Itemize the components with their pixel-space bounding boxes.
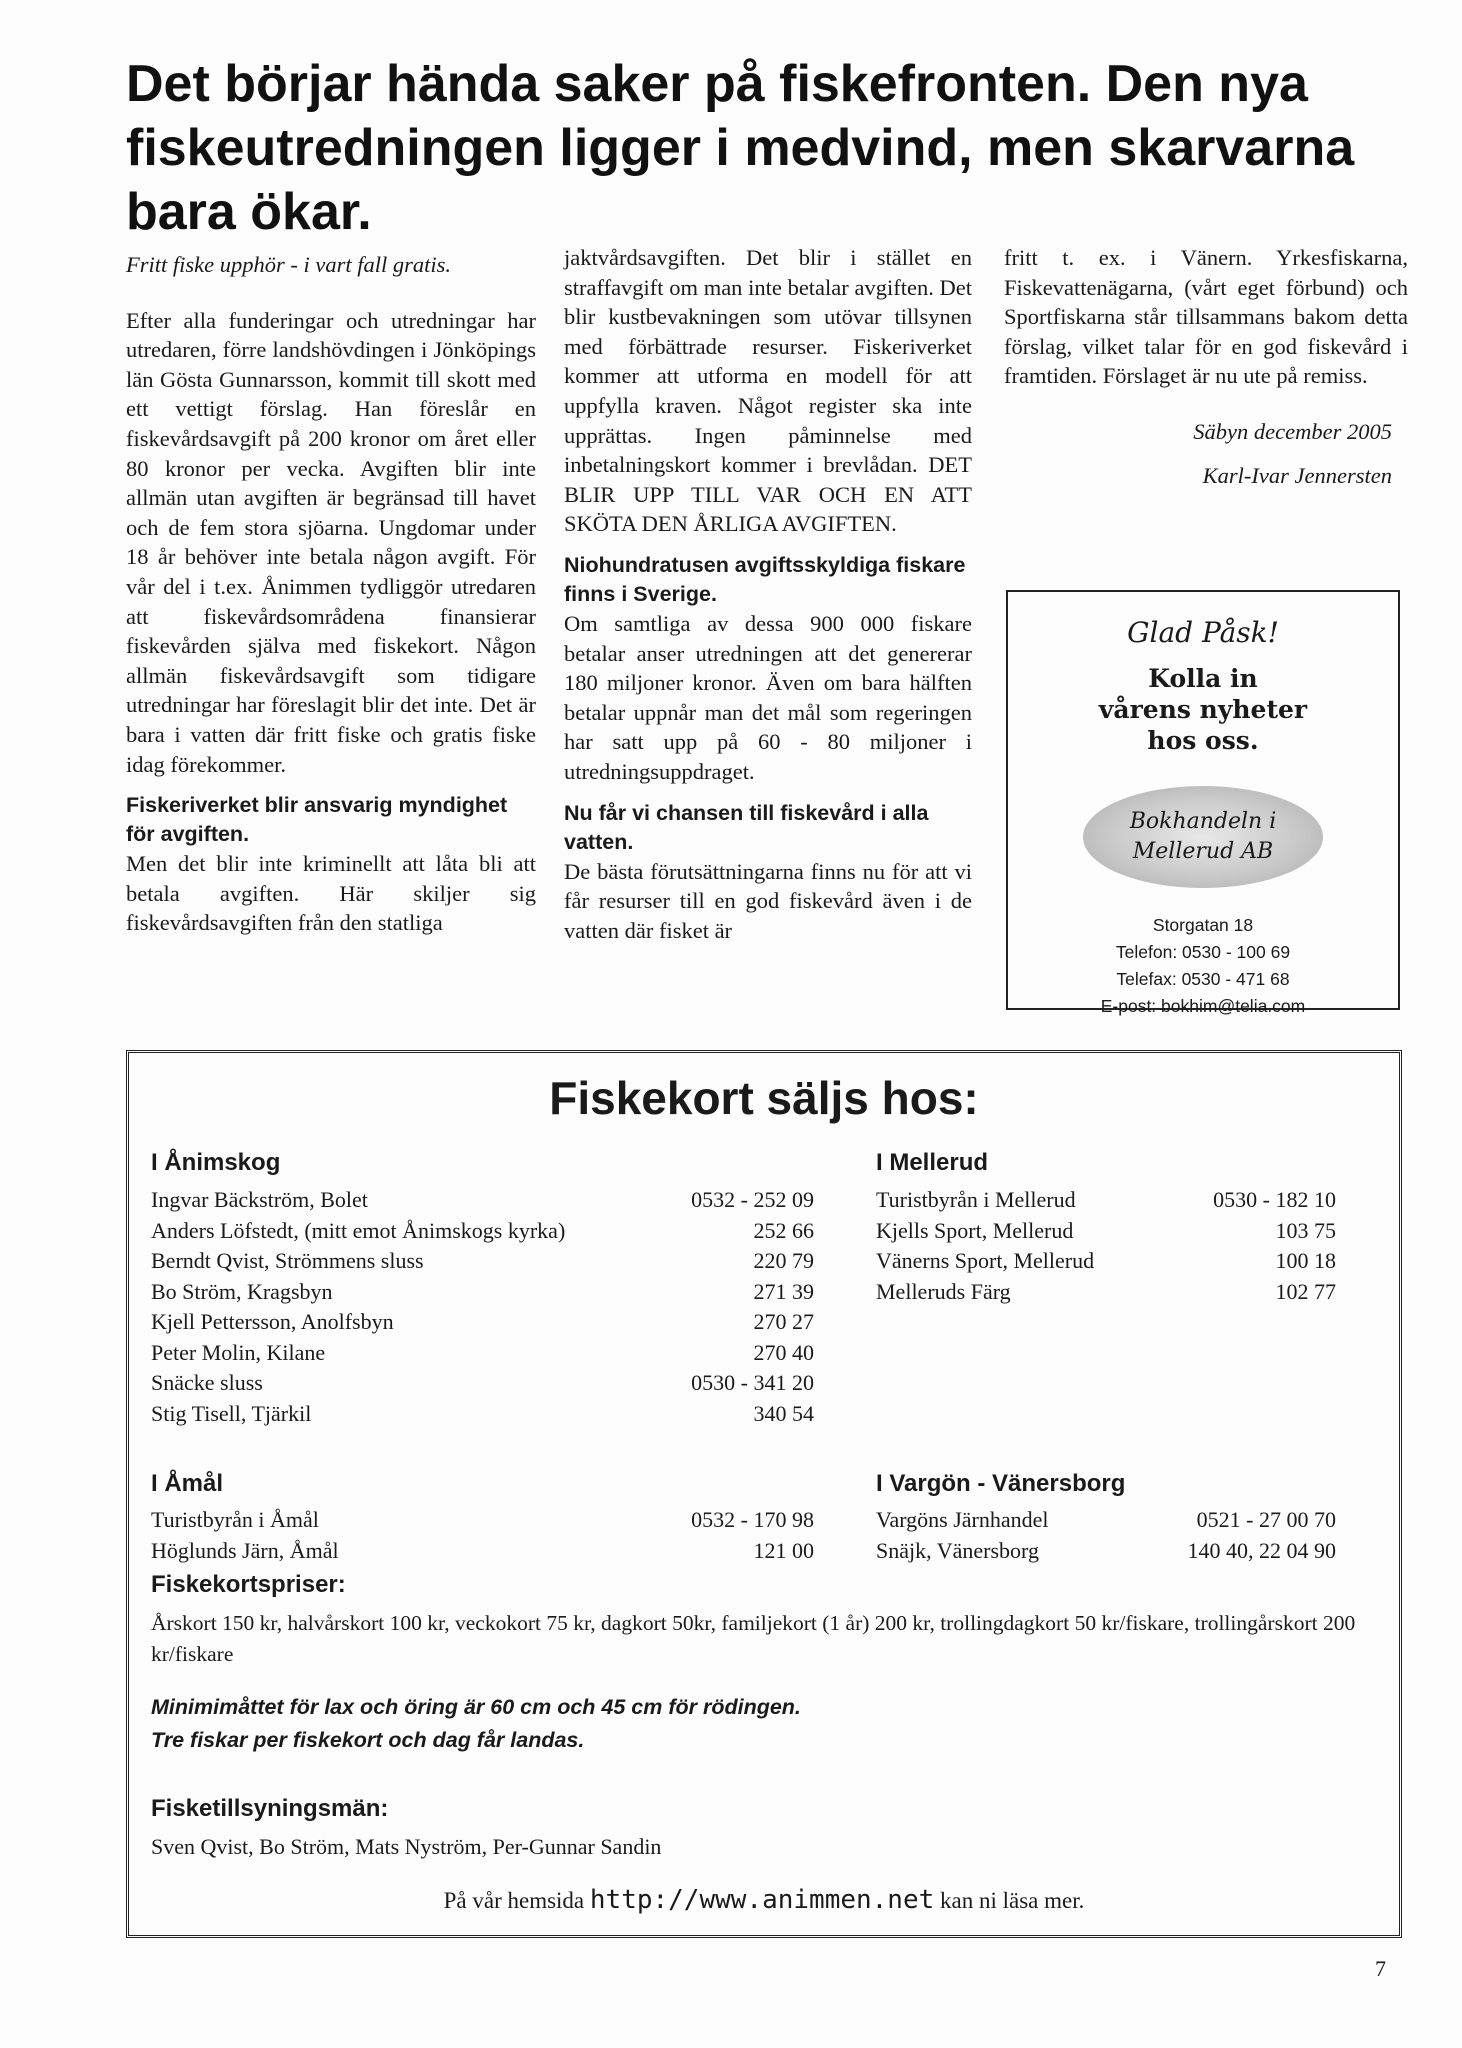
vendor-row — [151, 1505, 814, 1536]
article-subheading: Fiskeriverket blir ansvarig myndighet för avgiften. — [126, 793, 508, 847]
vendor-phone: 0530 - 341 20 — [691, 1370, 814, 1395]
article-paragraph: jaktvårdsavgiften. Det blir i stället en straffavgift om man inte betalar avgiften. Det blir kustbevakningen som utövar tillsynen med förbättrade resurser. Fiskeriverket kommer att utforma en modell för att uppfylla kraven. Något register ska inte upprättas. Ingen påminnelse med inbetalningskort kommer i brevlådan. DET BLIR UPP TILL VAR OCH EN ATT SKÖTA DEN ÅRLIGA AVGIFTEN. — [564, 245, 972, 537]
logo-line: Mellerud AB — [1132, 839, 1274, 864]
vendor-list-mellerud — [876, 1185, 1336, 1307]
vendor-name: Peter Molin, Kilane — [151, 1339, 326, 1365]
rule-minimum-size: Minimimåttet för lax och öring är 60 cm och 45 cm för rödingen. — [151, 1695, 801, 1719]
ad-greeting: Glad Påsk! — [1127, 616, 1279, 649]
vendor-row — [151, 1246, 814, 1277]
region-heading-mellerud: I Mellerud — [876, 1149, 989, 1176]
vendor-row — [151, 1185, 814, 1216]
vendor-phone: 100 18 — [1275, 1248, 1336, 1273]
article-column-1 — [126, 250, 536, 938]
vendor-name: Bo Ström, Kragsbyn — [151, 1278, 333, 1304]
ad-cta-line: vårens nyheter — [1098, 695, 1308, 724]
prices-heading: Fiskekortspriser: — [151, 1571, 346, 1598]
article-paragraph: fritt t. ex. i Vänern. Yrkesfiskarna, Fiskevattenägarna, (vårt eget förbund) och Sportfiskarna står tillsammans bakom detta förslag, vilket talar för en god fiskevård i framtiden. Förslaget är nu ute på remiss. — [1004, 245, 1408, 389]
article-subheading: Niohundratusen avgiftsskyldiga fiskare finns i Sverige. — [564, 552, 966, 606]
vendor-row — [151, 1399, 814, 1430]
ad-address: Storgatan 18 — [1152, 915, 1254, 935]
region-heading-amal: I Åmål — [151, 1470, 224, 1497]
vendor-name: Snäcke sluss — [151, 1370, 263, 1395]
vendor-list-vargon — [876, 1505, 1336, 1566]
signature-place-date: Säbyn december 2005 — [1193, 418, 1392, 444]
inspectors-list: Sven Qvist, Bo Ström, Mats Nyström, Per-Gunnar Sandin — [151, 1834, 662, 1859]
vendor-phone: 103 75 — [1275, 1217, 1336, 1243]
ad-contact-info — [1008, 912, 1398, 1020]
vendor-name: Melleruds Färg — [876, 1278, 1011, 1304]
box-title: Fiskekort säljs hos: — [549, 1072, 979, 1124]
vendor-row — [876, 1505, 1336, 1536]
ad-cta-line: hos oss. — [1147, 726, 1259, 755]
bookshop-logo — [1083, 786, 1323, 888]
website-line — [129, 1885, 1399, 1915]
vendor-list-amal — [151, 1505, 814, 1566]
website-pre: På vår hemsida — [443, 1888, 585, 1913]
website-link[interactable]: http://www.animmen.net — [589, 1885, 935, 1915]
logo-line: Bokhandeln i — [1129, 809, 1277, 834]
vendor-row — [151, 1536, 814, 1567]
vendor-name: Turistbyrån i Åmål — [151, 1507, 319, 1532]
vendor-phone: 140 40, 22 04 90 — [1187, 1537, 1336, 1563]
vendor-row — [151, 1277, 814, 1308]
article-subheading: Nu får vi chansen till fiskevård i alla vatten. — [564, 800, 929, 854]
article-column-2 — [564, 243, 972, 945]
article-intro: Fritt fiske upphör - i vart fall gratis. — [126, 252, 451, 277]
vendor-name: Vargöns Järnhandel — [876, 1507, 1049, 1532]
ad-phone: Telefon: 0530 - 100 69 — [1115, 942, 1291, 962]
article-paragraph: Om samtliga av dessa 900 000 fiskare betalar anser utredningen att det genererar 180 miljoner kronor. Även om bara hälften betalar uppnår man det mål som regeringen har satt upp på 60 - 80 miljoner i utredningsuppdraget. — [564, 610, 972, 784]
ad-email: E-post: bokhim@telia.com — [1100, 996, 1306, 1016]
vendor-phone: 0530 - 182 10 — [1213, 1187, 1336, 1212]
vendor-name: Ingvar Bäckström, Bolet — [151, 1187, 368, 1212]
rule-catch-limit: Tre fiskar per fiskekort och dag får landas. — [151, 1728, 585, 1752]
vendor-row — [876, 1246, 1336, 1277]
page-number: 7 — [1375, 1956, 1386, 1981]
vendor-row — [876, 1216, 1336, 1247]
vendor-list-animskog — [151, 1185, 814, 1429]
vendor-phone: 220 79 — [753, 1248, 814, 1273]
article-paragraph: De bästa förutsättningarna finns nu för att vi får resurser till en god fiskevård även i de vatten där fisket är — [564, 858, 972, 943]
vendor-phone: 0521 - 27 00 70 — [1196, 1507, 1336, 1532]
vendor-name: Anders Löfstedt, (mitt emot Ånimskogs kyrka) — [151, 1217, 566, 1243]
ad-call-to-action — [1008, 663, 1398, 756]
vendor-name: Berndt Qvist, Strömmens sluss — [151, 1248, 424, 1273]
fishing-license-box — [126, 1050, 1402, 1938]
vendor-phone: 270 27 — [753, 1309, 814, 1334]
website-post: kan ni läsa mer. — [940, 1888, 1085, 1913]
vendor-phone: 121 00 — [753, 1537, 814, 1563]
vendor-phone: 271 39 — [753, 1278, 814, 1304]
vendor-name: Kjell Pettersson, Anolfsbyn — [151, 1309, 394, 1334]
vendor-phone: 252 66 — [753, 1217, 814, 1243]
vendor-phone: 102 77 — [1275, 1278, 1336, 1304]
vendor-phone: 0532 - 252 09 — [691, 1187, 814, 1212]
vendor-row — [876, 1536, 1336, 1567]
article-paragraph: Efter alla funderingar och utredningar har utredaren, förre landshövdingen i Jönköpings län Gösta Gunnarsson, kommit till skott med ett vettigt förslag. Han föreslår en fiskevårdsavgift på 200 kronor om året eller 80 kronor per vecka. Avgiften blir inte allmän utan avgiften är begränsad till havet och de fem stora sjöarna. Ungdomar under 18 år behöver inte betala någon avgift. För vår del i t.ex. Ånimmen tydliggör utredaren att fiskevårdsområdena finansierar fiskevården själva med fiskekort. Någon allmän fiskevårdsavgift som tidigare utredningar har föreslagit blir det inte. Det är bara i vatten där fritt fiske och gratis fiske idag förekommer. — [126, 307, 536, 777]
article-column-3 — [1004, 243, 1408, 490]
vendor-row — [876, 1277, 1336, 1308]
region-heading-vargon: I Vargön - Vänersborg — [876, 1470, 1126, 1497]
vendor-row — [151, 1338, 814, 1369]
article-paragraph: Men det blir inte kriminellt att låta bli att betala avgiften. Här skiljer sig fiskevårdsavgiften från den statliga — [126, 851, 536, 936]
vendor-name: Stig Tisell, Tjärkil — [151, 1400, 312, 1426]
vendor-name: Snäjk, Vänersborg — [876, 1537, 1039, 1563]
inspectors-heading: Fisketillsyningsmän: — [151, 1795, 389, 1822]
signature-author: Karl-Ivar Jennersten — [1202, 462, 1392, 488]
vendor-name: Höglunds Järn, Åmål — [151, 1537, 339, 1563]
vendor-phone: 270 40 — [753, 1339, 814, 1365]
vendor-name: Kjells Sport, Mellerud — [876, 1217, 1074, 1243]
vendor-row — [876, 1185, 1336, 1216]
vendor-phone: 340 54 — [753, 1400, 814, 1426]
region-heading-animskog: I Ånimskog — [151, 1149, 281, 1176]
ad-fax: Telefax: 0530 - 471 68 — [1116, 969, 1290, 989]
bookshop-advertisement — [1006, 590, 1400, 1016]
vendor-row — [151, 1368, 814, 1399]
vendor-name: Turistbyrån i Mellerud — [876, 1187, 1076, 1212]
vendor-row — [151, 1307, 814, 1338]
vendor-phone: 0532 - 170 98 — [691, 1507, 814, 1532]
ad-cta-line: Kolla in — [1148, 664, 1258, 693]
vendor-row — [151, 1216, 814, 1247]
headline: Det börjar hända saker på fiskefronten. Den nya fiskeutredningen ligger i medvind, men skarvarna bara ökar. — [126, 55, 1355, 241]
vendor-name: Vänerns Sport, Mellerud — [876, 1248, 1095, 1273]
prices-text: Årskort 150 kr, halvårskort 100 kr, veckokort 75 kr, dagkort 50kr, familjekort (1 år) 200 kr, trollingdagkort 50 kr/fiskare, trollingårskort 200 kr/fiskare — [151, 1611, 1356, 1666]
